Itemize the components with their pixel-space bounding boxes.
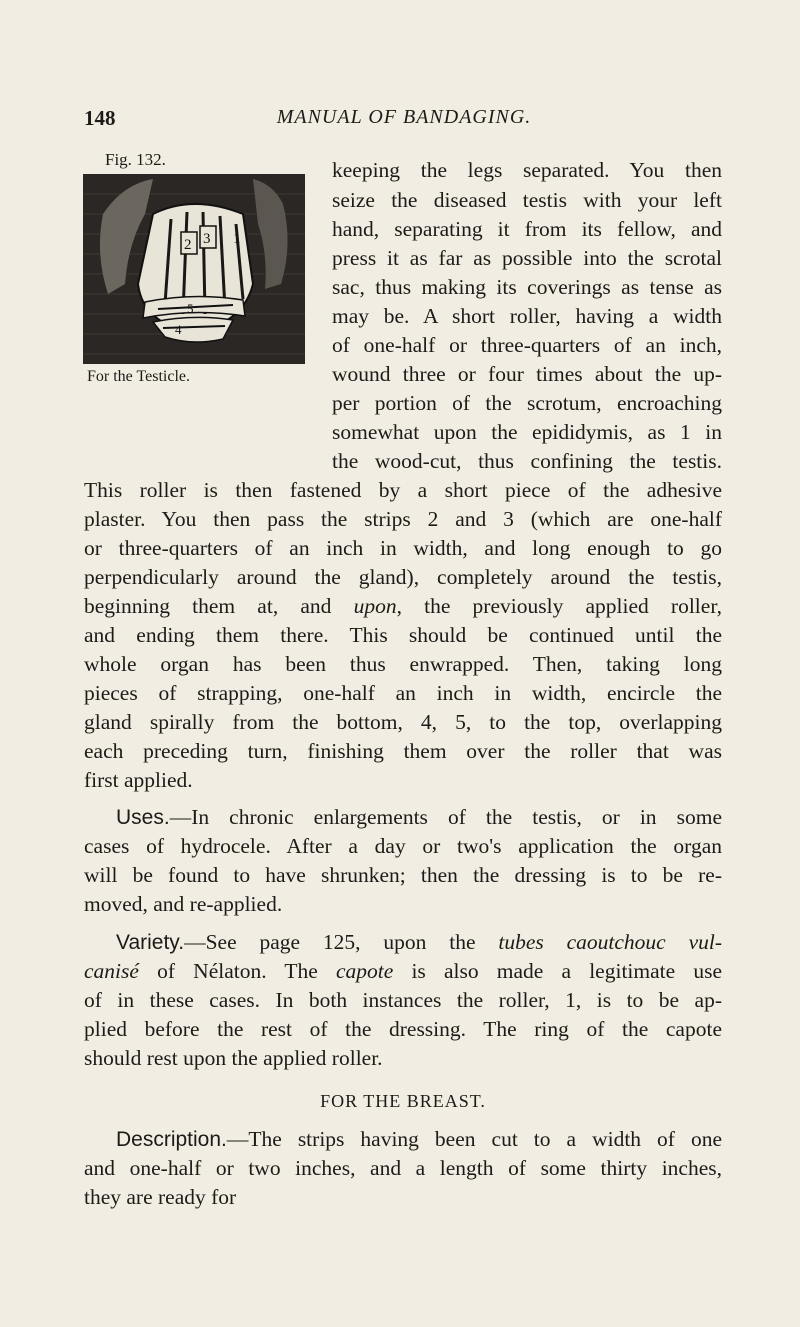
figure-caption: For the Testicle. (87, 368, 191, 385)
text-run: beginning them at, and (84, 594, 354, 618)
figure-label: Fig. 132. (105, 150, 166, 169)
strip-number-4: 4 (175, 322, 182, 337)
text-line: of one-half or three-quarters of an inch, (332, 333, 722, 357)
text-line: sac, thus making its coverings as tense as (332, 275, 722, 299)
text-line: or three-quarters of an inch in width, and long enough to go (84, 536, 722, 560)
text-line: pieces of strapping, one-half an inch in width, encircle the (84, 681, 722, 705)
text-line: the wood-cut, thus confining the testis. (332, 449, 722, 473)
emphasis-canise: canisé (84, 959, 139, 983)
section-head-variety: Variety. (116, 931, 185, 954)
text-line: and one-half or two inches, and a length of some thirty inches, (84, 1156, 722, 1180)
uses-paragraph-start (116, 802, 722, 833)
text-line: This roller is then fastened by a short piece of the adhesive (84, 478, 722, 502)
text-line: cases of hydrocele. After a day or two's application the organ (84, 834, 722, 858)
text-run: is also made a legitimate use (393, 959, 722, 983)
text-line: per portion of the scrotum, encroaching (332, 391, 722, 415)
figure-132 (83, 148, 315, 386)
text-line: of in these cases. In both instances the roller, 1, is to be ap- (84, 988, 722, 1012)
text-line: and ending them there. This should be continued until the (84, 623, 722, 647)
text-run: of Nélaton. The (138, 959, 336, 983)
text-line: plied before the rest of the dressing. The ring of the capote (84, 1017, 722, 1041)
text-line: press it as far as possible into the scrotal (332, 246, 722, 270)
text-line: moved, and re-applied. (84, 892, 283, 916)
text-line: hand, separating it from its fellow, and (332, 217, 722, 241)
strip-number-5: 5 (187, 301, 194, 316)
text-line: whole organ has been thus enwrapped. Then, taking long (84, 652, 722, 676)
page-number: 148 (84, 106, 116, 130)
text-line: wound three or four times about the up- (332, 362, 722, 386)
strip-number-1: 1 (233, 231, 241, 247)
emphasis-upon: upon (353, 594, 397, 618)
text-line: somewhat upon the epididymis, as 1 in (332, 420, 722, 444)
text-line: each preceding turn, finishing them over the roller that was (84, 739, 722, 763)
text-line: seize the diseased testis with your left (332, 188, 722, 212)
running-title: MANUAL OF BANDAGING. (276, 106, 532, 128)
text-line: perpendicularly around the gland), completely around the testis, (84, 565, 722, 589)
section-heading-breast: FOR THE BREAST. (320, 1091, 486, 1111)
description-paragraph-start (116, 1124, 722, 1155)
strip-number-3: 3 (203, 231, 211, 247)
text-line: plaster. You then pass the strips 2 and 3 (which are one-half (84, 507, 722, 531)
text-line: keeping the legs separated. You then (332, 158, 722, 182)
text-line (84, 956, 722, 986)
text-run: —The strips having been cut to a width of one (226, 1127, 722, 1151)
text-line: should rest upon the applied roller. (84, 1046, 383, 1070)
section-head-uses: Uses. (116, 806, 170, 829)
text-line: they are ready for (84, 1185, 237, 1209)
text-line: will be found to have shrunken; then the dressing is to be re- (84, 863, 722, 887)
emphasis-capote: capote (335, 959, 394, 983)
strip-number-2: 2 (184, 237, 192, 253)
text-run: —See page 125, upon the (184, 930, 499, 954)
text-run: —In chronic enlargements of the testis, or in some (169, 805, 722, 829)
text-line: gland spirally from the bottom, 4, 5, to the top, overlapping (84, 710, 722, 734)
text-line: may be. A short roller, having a width (332, 304, 722, 328)
page-header (84, 106, 724, 136)
emphasis-tubes: tubes caoutchouc vul- (498, 930, 722, 954)
variety-paragraph-start (116, 927, 722, 958)
text-line: first applied. (84, 768, 193, 792)
testicle-bandage-illustration (83, 174, 305, 364)
section-head-description: Description. (116, 1128, 227, 1151)
text-run: , the previously applied roller, (396, 594, 722, 618)
text-line (84, 591, 722, 621)
